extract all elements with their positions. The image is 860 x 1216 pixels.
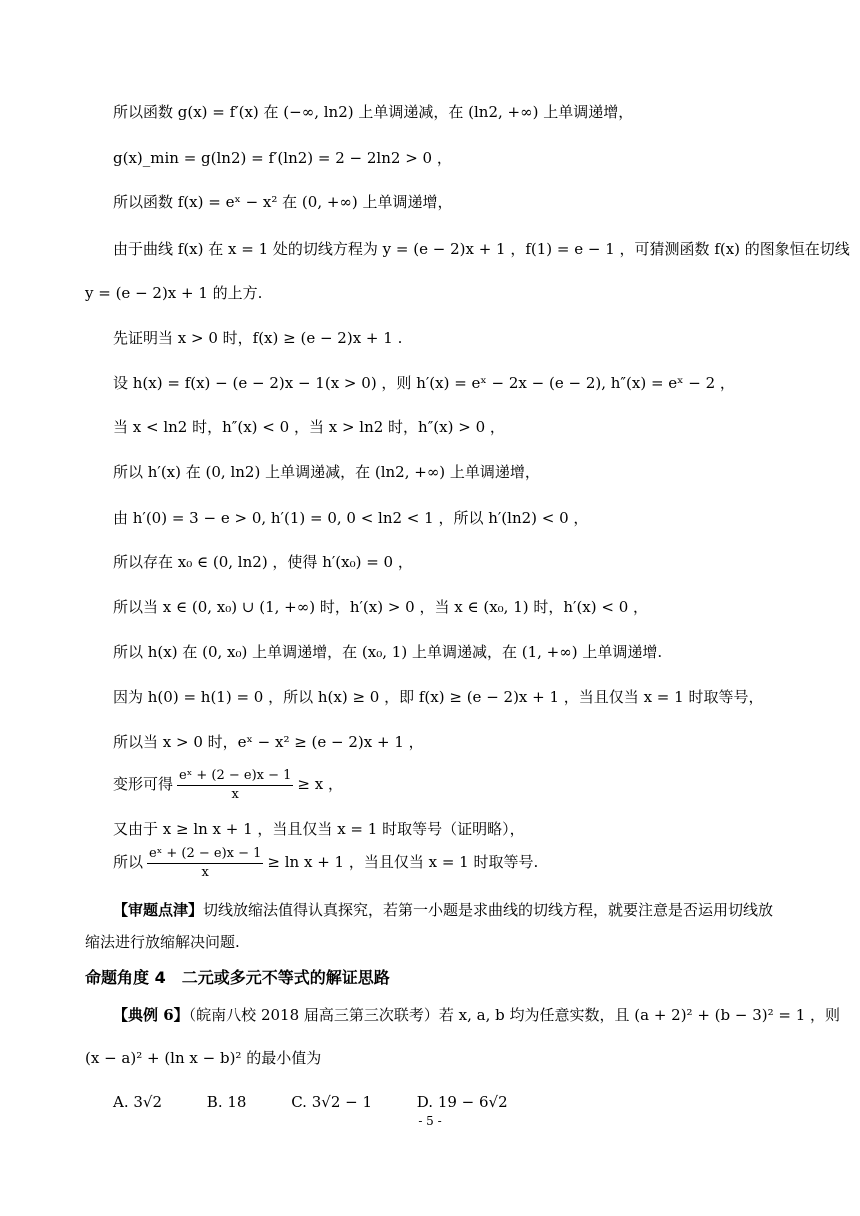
example-line-1 — [113, 1006, 840, 1024]
text-line: 又由于 x ≥ ln x + 1 ，当且仅当 x = 1 时取等号（证明略）， — [113, 820, 525, 838]
text-line: 设 h(x) = f(x) − (e − 2)x − 1(x > 0) ，则 h′(x) = eˣ − 2x − (e − 2), h″(x) = eˣ − 2 ， — [113, 374, 735, 392]
text-line: 当 x < ln2 时，h″(x) < 0 ，当 x > ln2 时，h″(x) > 0 ， — [113, 418, 505, 436]
page-number: - 5 - — [418, 1114, 442, 1128]
deform-suffix: ≥ x ， — [297, 775, 343, 794]
text-line: 所以存在 x₀ ∈ (0, ln2) ，使得 h′(x₀) = 0 ， — [113, 553, 413, 571]
fraction-numerator: eˣ + (2 − e)x − 1 — [177, 768, 293, 786]
fraction — [147, 846, 263, 880]
review-text: 切线放缩法值得认真探究，若第一小题是求曲线的切线方程，就要注意是否运用切线放 — [203, 901, 774, 919]
review-line-1 — [113, 901, 773, 919]
fraction-numerator: eˣ + (2 − e)x − 1 — [147, 846, 263, 864]
text-line: g(x)_min = g(ln2) = f′(ln2) = 2 − 2ln2 > 0 ， — [113, 149, 452, 167]
options-row — [113, 1093, 548, 1111]
text-line: 所以当 x > 0 时，eˣ − x² ≥ (e − 2)x + 1 ， — [113, 733, 424, 751]
therefore-prefix: 所以 — [113, 853, 144, 872]
example-line-2: (x − a)² + (ln x − b)² 的最小值为 — [85, 1049, 322, 1067]
text-line: 先证明当 x > 0 时，f(x) ≥ (e − 2)x + 1 . — [113, 329, 403, 347]
text-line: 所以 h(x) 在 (0, x₀) 上单调递增，在 (x₀, 1) 上单调递减，在 (1, +∞) 上单调递增. — [113, 643, 663, 661]
text-line: 所以函数 f(x) = eˣ − x² 在 (0, +∞) 上单调递增， — [113, 193, 453, 211]
text-line: 所以 h′(x) 在 (0, ln2) 上单调递减，在 (ln2, +∞) 上单调递增， — [113, 463, 540, 481]
option-c: C. 3√2 − 1 — [291, 1093, 373, 1111]
therefore-line — [113, 846, 538, 880]
example-text: （皖南八校 2018 届高三第三次联考）若 x, a, b 均为任意实数，且 (a + 2)² + (b − 3)² = 1 ，则 — [188, 1006, 841, 1024]
option-d: D. 19 − 6√2 — [416, 1093, 508, 1111]
section-heading: 命题角度 4 二元或多元不等式的解证思路 — [85, 968, 390, 987]
text-line: y = (e − 2)x + 1 的上方. — [85, 284, 263, 302]
fraction — [177, 768, 293, 802]
therefore-suffix: ≥ ln x + 1 ，当且仅当 x = 1 时取等号. — [267, 853, 539, 872]
text-line: 所以函数 g(x) = f′(x) 在 (−∞, ln2) 上单调递减，在 (ln2, +∞) 上单调递增， — [113, 103, 634, 121]
option-a: A. 3√2 — [113, 1093, 163, 1111]
example-label: 【典例 6】 — [113, 1006, 189, 1024]
option-b: B. 18 — [206, 1093, 247, 1111]
review-label: 【审题点津】 — [113, 901, 204, 919]
fraction-denominator: x — [201, 864, 209, 880]
text-line: 由于曲线 f(x) 在 x = 1 处的切线方程为 y = (e − 2)x + 1 ，f(1) = e − 1 ，可猜测函数 f(x) 的图象恒在切线 — [113, 240, 850, 258]
deform-prefix: 变形可得 — [113, 775, 174, 794]
text-line: 所以当 x ∈ (0, x₀) ∪ (1, +∞) 时，h′(x) > 0 ，当 x ∈ (x₀, 1) 时，h′(x) < 0 ， — [113, 598, 649, 616]
fraction-denominator: x — [231, 786, 239, 802]
text-line: 因为 h(0) = h(1) = 0 ，所以 h(x) ≥ 0 ，即 f(x) ≥ (e − 2)x + 1 ，当且仅当 x = 1 时取等号， — [113, 688, 764, 706]
deform-line — [113, 768, 343, 802]
review-line-2: 缩法进行放缩解决问题. — [85, 933, 240, 951]
text-line: 由 h′(0) = 3 − e > 0, h′(1) = 0, 0 < ln2 < 1 ，所以 h′(ln2) < 0 ， — [113, 509, 589, 527]
